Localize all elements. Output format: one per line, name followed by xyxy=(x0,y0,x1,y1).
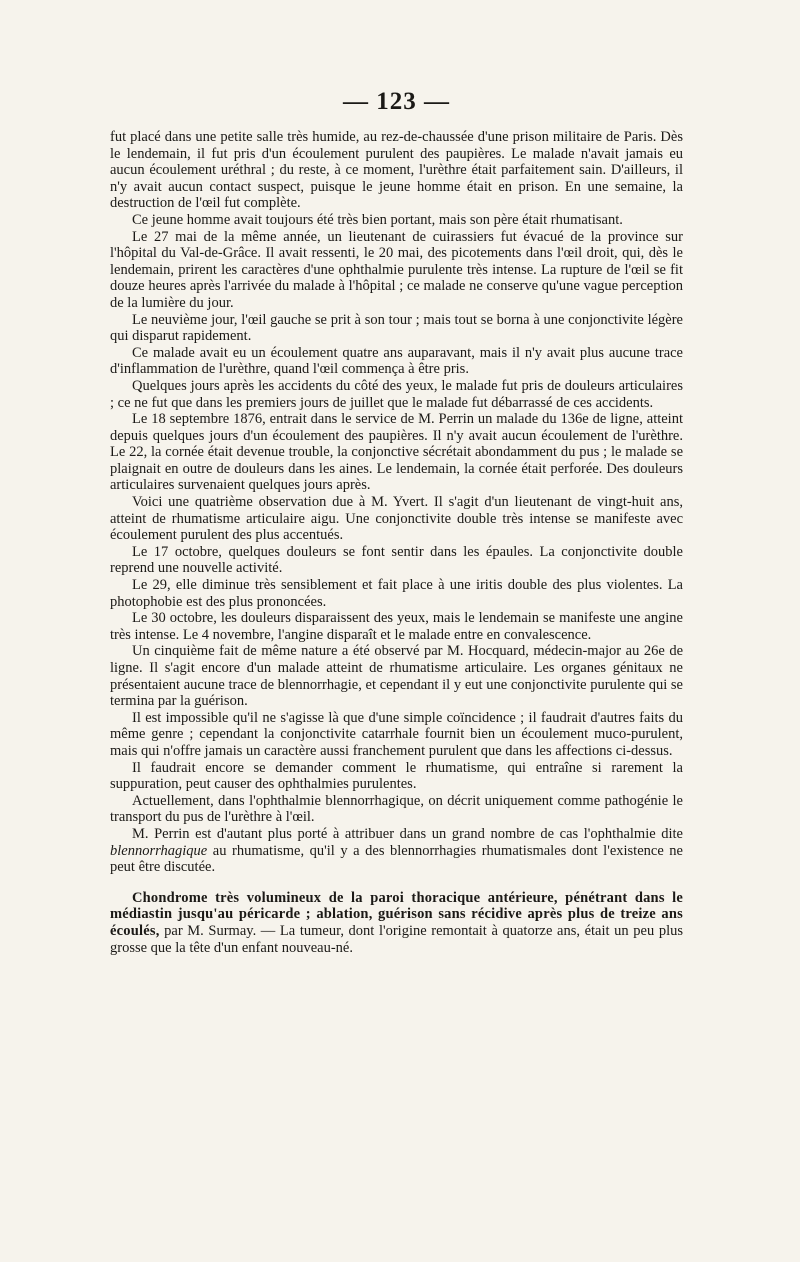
body-text xyxy=(110,129,683,956)
page xyxy=(110,88,683,956)
paragraph: Ce malade avait eu un écoulement quatre ans auparavant, mais il n'y avait plus aucune trace d'inflammation de l'urèthre, quand l'œil commença à être pris. xyxy=(110,344,683,378)
section-gap xyxy=(110,876,683,890)
paragraph: Actuellement, dans l'ophthalmie blennorrhagique, on décrit uniquement comme pathogénie le transport du pus de l'urèthre à l'œil. xyxy=(110,792,683,826)
page-number: — 123 — xyxy=(343,88,450,115)
section-title: Chondrome très volumineux de la paroi thoracique antérieure, pénétrant dans le médiastin jusqu'au péricarde ; ablation, guérison sans récidive après plus de treize ans écoulés, xyxy=(110,889,683,939)
paragraph: Le 27 mai de la même année, un lieutenant de cuirassiers fut évacué de la province sur l'hôpital du Val-de-Grâce. Il avait ressenti, le 20 mai, des picotements dans l'œil droit, qui, dès le lendemain, prirent les caractères d'une ophthalmie purulente très intense. La rupture de l'œil se fit douze heures après l'arrivée du malade à l'hôpital ; ce malade ne conserve qu'une vague perception de la lumière du jour. xyxy=(110,228,683,311)
section-paragraph xyxy=(110,890,683,956)
conclusion-italic-term: blennorrhagique xyxy=(110,842,208,859)
section-text: par M. Surmay. — La tumeur, dont l'origine remontait à quatorze ans, était un peu plus grosse que la tête d'un enfant nouveau-né. xyxy=(110,922,683,956)
paragraph: Le neuvième jour, l'œil gauche se prit à son tour ; mais tout se borna à une conjonctivite légère qui disparut rapidement. xyxy=(110,311,683,345)
paragraph: Un cinquième fait de même nature a été observé par M. Hocquard, médecin-major au 26e de ligne. Il s'agit encore d'un malade atteint de rhumatisme articulaire. Les organes génitaux ne présentaient aucune trace de blennorrhagie, et cependant il y eut une conjonctivite purulente qui se termina par la guérison. xyxy=(110,643,683,710)
paragraph: Le 18 septembre 1876, entrait dans le service de M. Perrin un malade du 136e de ligne, atteint depuis quelques jours d'un écoulement des paupières. Il n'y avait aucun écoulement de l'urèthre. Le 22, la cornée était devenue trouble, la conjonctive sécrétait abondamment du pus ; le malade se plaignait en outre de douleurs dans les aines. Le lendemain, la cornée était perforée. Des douleurs articulaires survenaient quelques jours après. xyxy=(110,411,683,494)
conclusion-text-end: au rhumatisme, qu'il y a des blennorrhagies rhumatismales dont l'existence ne peut être discutée. xyxy=(110,842,683,876)
paragraph: Le 29, elle diminue très sensiblement et fait place à une iritis double des plus violentes. La photophobie est des plus prononcées. xyxy=(110,577,683,610)
paragraph: Quelques jours après les accidents du côté des yeux, le malade fut pris de douleurs articulaires ; ce ne fut que dans les premiers jours de juillet que le malade fut débarrassé de ces accidents. xyxy=(110,377,683,411)
paragraph: Ce jeune homme avait toujours été très bien portant, mais son père était rhumatisant. xyxy=(132,211,623,228)
paragraph: fut placé dans une petite salle très humide, au rez-de-chaussée d'une prison militaire de Paris. Dès le lendemain, il fut pris d'un écoulement purulent des paupières. Le malade n'avait jamais eu aucun écoulement uréthral ; du reste, à ce moment, l'urèthre était parfaitement sain. D'ailleurs, il n'y avait aucun contact suspect, puisque le jeune homme était en prison. En une semaine, la destruction de l'œil fut complète. xyxy=(110,129,683,212)
paragraph: Le 17 octobre, quelques douleurs se font sentir dans les épaules. La conjonctivite double reprend une nouvelle activité. xyxy=(110,543,683,577)
paragraph: Voici une quatrième observation due à M. Yvert. Il s'agit d'un lieutenant de vingt-huit ans, atteint de rhumatisme articulaire aigu. Une conjonctivite double très intense se manifeste avec écoulement purulent des plus accentués. xyxy=(110,494,683,544)
paragraph-conclusion xyxy=(110,826,683,876)
paragraph: Il est impossible qu'il ne s'agisse là que d'une simple coïncidence ; il faudrait d'autres faits du même genre ; cependant la conjonctivite catarrhale fournit bien un écoulement muco-purulent, mais qui n'offre jamais un caractère aussi franchement purulent que dans les affections ci-dessus. xyxy=(110,709,683,759)
paragraph: Il faudrait encore se demander comment le rhumatisme, qui entraîne si rarement la suppuration, peut causer des ophthalmies purulentes. xyxy=(110,759,683,793)
conclusion-text-start: M. Perrin est d'autant plus porté à attribuer dans un grand nombre de cas l'ophthalmie dite xyxy=(132,825,683,842)
paragraph: Le 30 octobre, les douleurs disparaissent des yeux, mais le lendemain se manifeste une angine très intense. Le 4 novembre, l'angine disparaît et le malade entre en convalescence. xyxy=(110,610,683,643)
